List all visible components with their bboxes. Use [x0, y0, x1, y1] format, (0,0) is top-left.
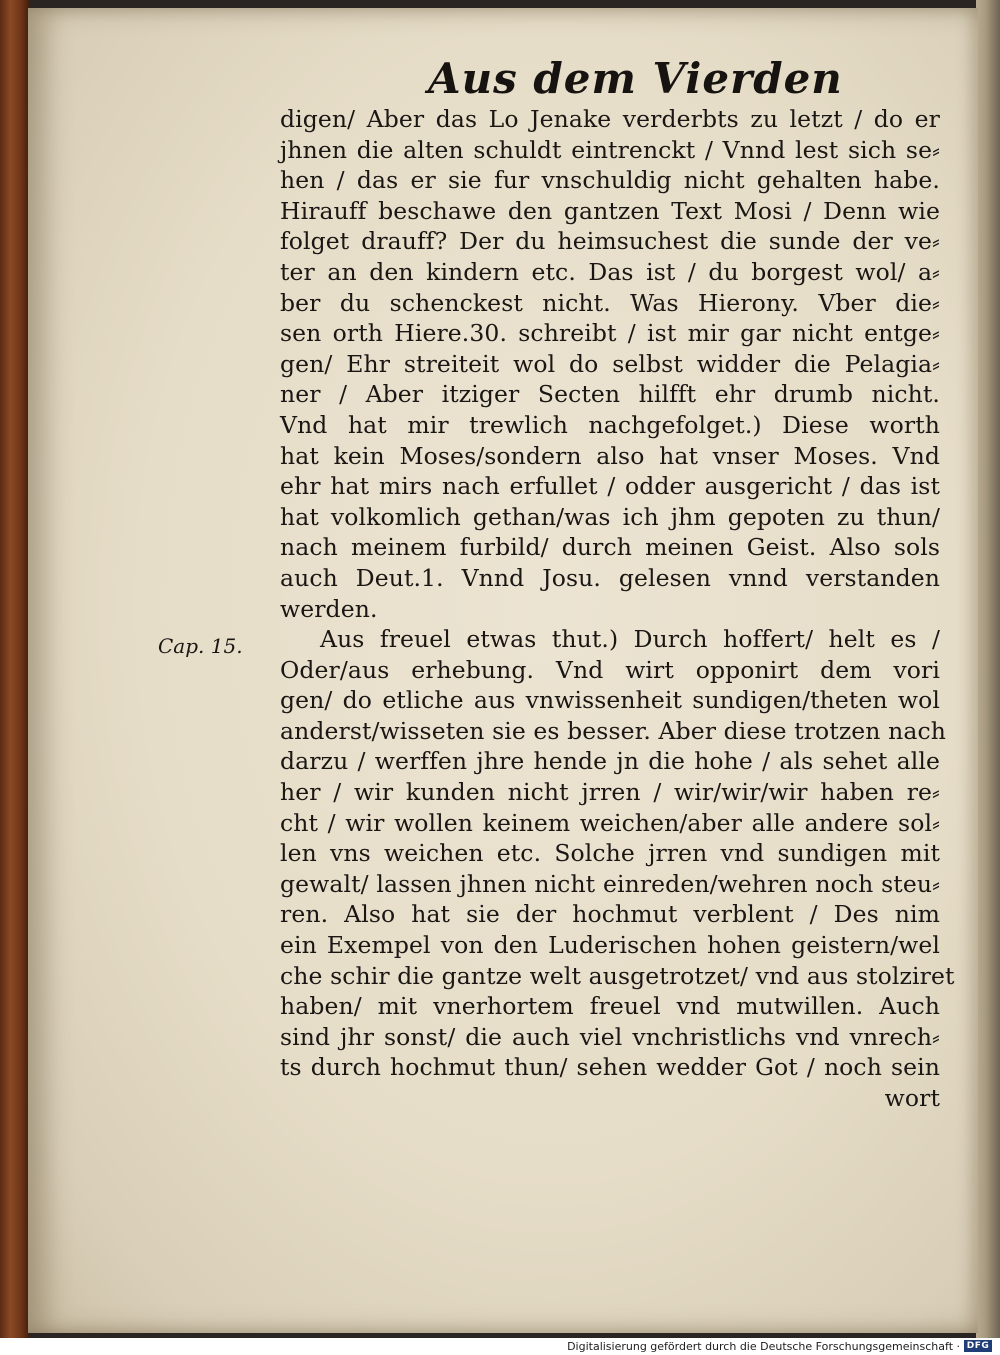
text-line: auch Deut.1. Vnnd Josu. gelesen vnnd verstanden	[280, 563, 940, 592]
text-line: darzu / werffen jhre hende jn die hohe / als sehet alle	[280, 747, 940, 776]
marginal-note: Cap. 15.	[158, 634, 243, 658]
text-line: ter an den kindern etc. Das ist / du borgest wol/ a⸗	[280, 257, 940, 286]
text-line: Hirauff beschawe den gantzen Text Mosi / Denn wie	[280, 196, 940, 225]
text-line: ts durch hochmut thun/ sehen wedder Got / noch sein	[280, 1053, 940, 1082]
text-line: len vns weichen etc. Solche jrren vnd sundigen mit	[280, 839, 940, 868]
text-line: gen/ Ehr streiteit wol do selbst widder die Pelagia⸗	[280, 349, 940, 378]
text-line: digen/ Aber das Lo Jenake verderbts zu letzt / do er	[280, 105, 940, 133]
text-line: jhnen die alten schuldt eintrenckt / Vnnd lest sich se⸗	[280, 135, 940, 164]
page-stack-edge	[976, 0, 1000, 1338]
footer-credit: Digitalisierung gefördert durch die Deutsche Forschungsgemeinschaft ·	[567, 1340, 960, 1353]
scanned-page	[28, 8, 978, 1333]
text-line: ein Exempel von den Luderischen hohen geistern/wel	[280, 931, 940, 960]
text-line: ber du schenckest nicht. Was Hierony. Vber die⸗	[280, 288, 940, 317]
footer-bar	[0, 1338, 1000, 1355]
running-head: Aus dem Vierden	[428, 54, 843, 103]
text-line: Oder/aus erhebung. Vnd wirt opponirt dem vori	[280, 655, 940, 684]
text-line: ner / Aber itziger Secten hilfft ehr drumb nicht.	[280, 380, 940, 409]
text-line: werden.	[280, 594, 378, 623]
text-line: her / wir kunden nicht jrren / wir/wir/wir haben re⸗	[280, 778, 940, 807]
text-line: haben/ mit vnerhortem freuel vnd mutwillen. Auch	[280, 992, 940, 1021]
text-line: anderst/wisseten sie es besser. Aber diese trotzen nach	[280, 716, 946, 745]
text-line: ren. Also hat sie der hochmut verblent / Des nim	[280, 900, 940, 929]
text-line: gewalt/ lassen jhnen nicht einreden/wehren noch steu⸗	[280, 869, 940, 898]
text-line: sind jhr sonst/ die auch viel vnchristlichs vnd vnrech⸗	[280, 1022, 940, 1051]
text-line: ehr hat mirs nach erfullet / odder ausgericht / das ist	[280, 472, 940, 501]
catchword: wort	[884, 1084, 940, 1112]
text-line: Aus freuel etwas thut.) Durch hoffert/ helt es /	[320, 625, 940, 654]
text-line: che schir die gantze welt ausgetrotzet/ vnd aus stolziret	[280, 961, 955, 990]
book-cover-edge	[0, 0, 30, 1338]
text-line: hat kein Moses/sondern also hat vnser Moses. Vnd	[280, 441, 940, 470]
dfg-logo-icon: DFG	[964, 1340, 992, 1352]
text-line: gen/ do etliche aus vnwissenheit sundigen/theten wol	[280, 686, 940, 715]
text-line: nach meinem furbild/ durch meinen Geist. Also sols	[280, 533, 940, 562]
text-line: hen / das er sie fur vnschuldig nicht gehalten habe.	[280, 166, 940, 195]
text-line: hat volkomlich gethan/was ich jhm gepoten zu thun/	[280, 502, 940, 531]
body-text	[280, 104, 955, 1114]
text-line: Vnd hat mir trewlich nachgefolget.) Diese worth	[280, 410, 940, 439]
text-line: sen orth Hiere.30. schreibt / ist mir gar nicht entge⸗	[280, 319, 940, 348]
text-line: folget drauff? Der du heimsuchest die sunde der ve⸗	[280, 227, 940, 256]
text-line: cht / wir wollen keinem weichen/aber alle andere sol⸗	[280, 808, 940, 837]
